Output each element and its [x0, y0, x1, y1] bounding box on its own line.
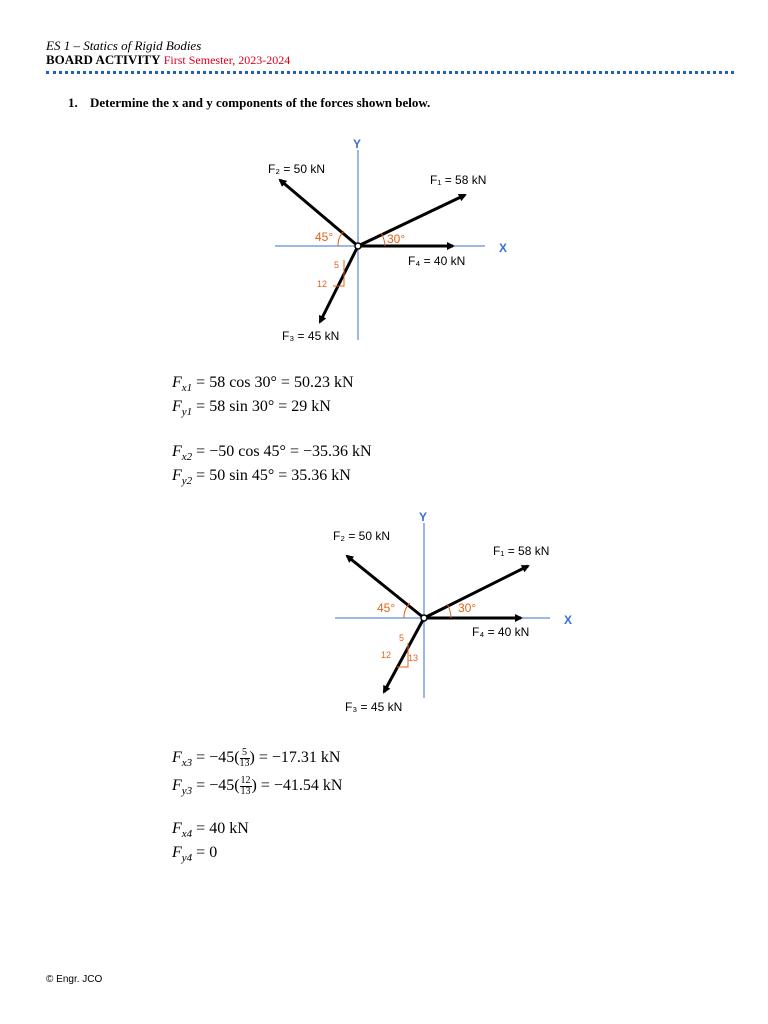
equation-fy3: $F_{y3} = -45$( $\frac{12}{13}$ ) = −41.54 kN — [172, 774, 343, 798]
origin-point — [421, 615, 427, 621]
question-1 — [68, 95, 430, 111]
slope-13-label: 13 — [408, 653, 419, 663]
activity-line — [46, 52, 290, 68]
activity-title: BOARD ACTIVITY — [46, 52, 161, 67]
angle-45-label: 45° — [315, 230, 334, 244]
equation-fx4: $F_{x4} = 40$ kN — [172, 820, 249, 841]
force-f3-label: F₃ = 45 kN — [345, 700, 403, 714]
question-text: Determine the x and y components of the forces shown below. — [90, 95, 431, 110]
force-diagram-1 — [260, 135, 520, 350]
equations-force-4 — [172, 817, 249, 865]
force-f1-arrow — [358, 195, 465, 246]
y-axis-label: Y — [419, 510, 428, 524]
x-axis-label: X — [499, 241, 508, 255]
force-f1-label: F₁ = 58 kN — [493, 544, 550, 558]
equations-force-1 — [172, 371, 354, 419]
slope-12-label: 12 — [317, 279, 328, 289]
force-f2-label: F₂ = 50 kN — [333, 529, 391, 543]
force-diagram-2 — [325, 503, 595, 718]
equation-fx3: $F_{x3} = -45$( $\frac{5}{13}$ ) = −17.31 kN — [172, 746, 341, 770]
equation-fy1: $F_{y1} = 58$ sin 30° = 29 kN — [172, 398, 331, 419]
equation-fy4: $F_{y4} = 0$ — [172, 844, 218, 865]
course-title: ES 1 – Statics of Rigid Bodies — [46, 38, 202, 53]
force-f1-label: F₁ = 58 kN — [430, 173, 487, 187]
angle-45-label: 45° — [377, 601, 396, 615]
question-number: 1. — [68, 95, 78, 110]
y-axis-label: Y — [353, 137, 362, 151]
equation-fx1: $F_{x1} = 58$ cos 30° = 50.23 kN — [172, 374, 354, 395]
footer-copyright: © Engr. JCO — [46, 974, 103, 985]
equation-fx2: $F_{x2} = -50$ cos 45° = −35.36 kN — [172, 443, 372, 464]
force-f4-label: F₄ = 40 kN — [408, 254, 466, 268]
equations-force-2 — [172, 440, 372, 488]
angle-30-label: 30° — [387, 232, 406, 246]
slope-5-label: 5 — [334, 260, 340, 270]
equations-force-3 — [172, 744, 342, 800]
origin-point — [355, 243, 361, 249]
angle-30-label: 30° — [458, 601, 477, 615]
force-f4-label: F₄ = 40 kN — [472, 625, 530, 639]
semester-label: First Semester, 2023-2024 — [163, 53, 291, 67]
slope-12-label: 12 — [381, 650, 392, 660]
x-axis-label: X — [564, 613, 573, 627]
force-f2-label: F₂ = 50 kN — [268, 162, 326, 176]
slope-5-label: 5 — [399, 633, 405, 643]
equation-fy2: $F_{y2} = 50$ sin 45° = 35.36 kN — [172, 467, 351, 488]
force-f3-label: F₃ = 45 kN — [282, 329, 340, 343]
header-divider — [46, 71, 734, 74]
